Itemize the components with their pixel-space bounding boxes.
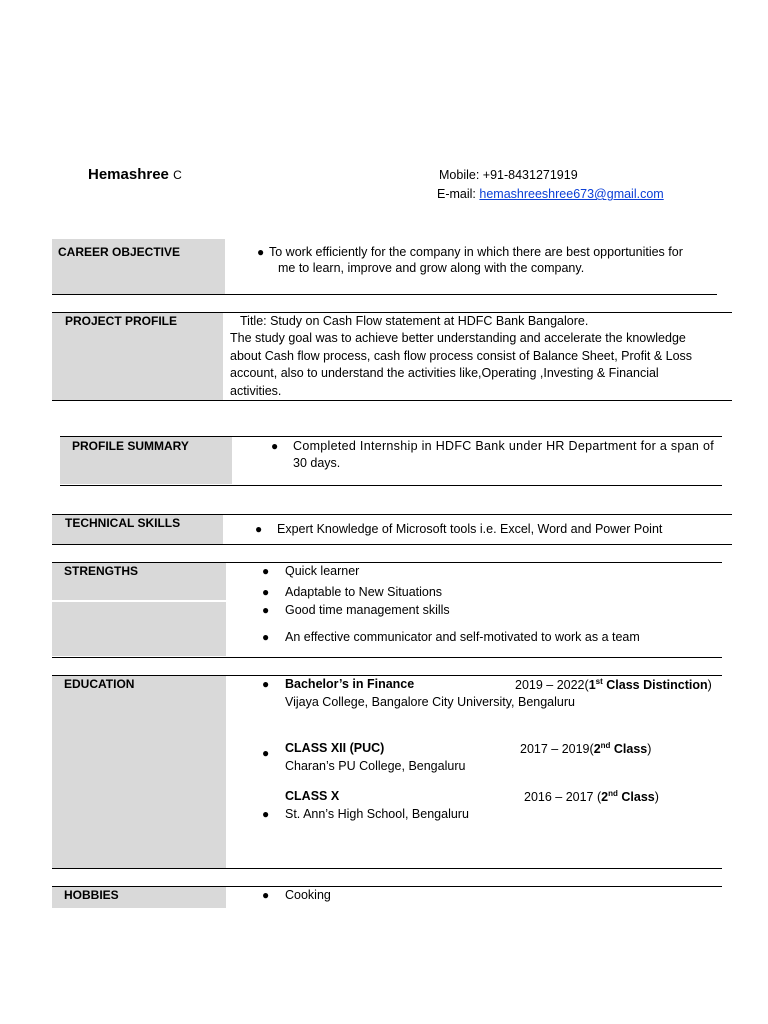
career-objective-text-1: To work efficiently for the company in which there are best opportunities for [269,245,683,259]
hobbies-heading: HOBBIES [64,888,119,902]
education-school: Charan’s PU College, Bengaluru [285,759,466,773]
email-label: E-mail: [437,187,476,201]
grade-text: Class [610,742,648,757]
grade-text: Class Distinction [602,678,708,693]
close-paren: ) [647,742,652,757]
divider [52,400,732,401]
years-range: 2016 – 2017 ( [524,790,602,805]
grade-suffix: nd [600,741,611,750]
education-degree: Bachelor’s in Finance [285,677,415,691]
name-initial: C [173,168,182,182]
mobile-number: Mobile: +91-8431271919 [439,168,578,182]
technical-skill-item: Expert Knowledge of Microsoft tools i.e. Excel, Word and Power Point [277,522,663,536]
education-school: St. Ann’s High School, Bengaluru [285,807,469,821]
grade-suffix: nd [608,789,618,798]
divider [52,657,722,658]
bullet: ● [262,564,270,578]
years-range: 2017 – 2019( [520,742,594,757]
email-line [437,187,664,201]
bullet: ● [262,677,270,691]
hobby-item: Cooking [285,888,331,902]
project-profile-heading: PROJECT PROFILE [65,314,178,328]
strengths-heading: STRENGTHS [64,564,139,578]
project-text-1: The study goal was to achieve better understanding and accelerate the knowledge [230,331,686,345]
years-range: 2019 – 2022( [515,678,589,693]
project-text-4: activities. [230,384,282,398]
education-years [515,677,712,692]
bullet: ● [262,746,270,760]
bullet: ● [262,807,270,821]
project-title: Title: Study on Cash Flow statement at HDFC Bank Bangalore. [240,314,589,328]
strength-item: Good time management skills [285,603,450,617]
bullet: ● [262,603,270,617]
close-paren: ) [707,678,712,693]
bullet: ● [271,439,279,453]
strength-item: An effective communicator and self-motivated to work as a team [285,630,640,644]
divider [60,485,722,486]
grade-suffix: st [595,677,603,686]
career-objective-text-2: me to learn, improve and grow along with the company. [278,261,585,275]
strength-item: Quick learner [285,564,360,578]
strengths-label-cell-lower [52,602,226,656]
project-text-2: about Cash flow process, cash flow process consist of Balance Sheet, Profit & Loss [230,349,693,363]
first-name: Hemashree [88,166,169,183]
divider [52,868,722,869]
profile-summary-heading: PROFILE SUMMARY [72,439,189,453]
education-degree: CLASS XII (PUC) [285,741,385,755]
education-years [524,789,659,804]
education-degree: CLASS X [285,789,340,803]
divider [52,294,717,295]
divider [52,544,732,545]
bullet: ● [262,585,270,599]
bullet: ● [257,245,265,259]
bullet: ● [255,522,263,536]
grade-ordinal: 2 [593,742,601,757]
strength-item: Adaptable to New Situations [285,585,443,599]
grade-text: Class [617,790,655,805]
profile-summary-text-2: 30 days. [293,456,341,470]
grade-ordinal: 2 [601,790,609,805]
project-text-3: account, also to understand the activities like,Operating ,Investing & Financial [230,366,659,380]
education-school: Vijaya College, Bangalore City University, Bengaluru [285,695,575,709]
career-objective-heading: CAREER OBJECTIVE [58,245,181,259]
education-label-cell [52,676,226,868]
bullet: ● [262,888,270,902]
grade-ordinal: 1 [588,678,596,693]
profile-summary-text-1: Completed Internship in HDFC Bank under HR Department for a span of [293,439,714,453]
email-link[interactable]: hemashreeshree673@gmail.com [479,187,664,201]
technical-skills-heading: TECHNICAL SKILLS [65,516,181,530]
education-years [520,741,651,756]
bullet: ● [262,630,270,644]
education-heading: EDUCATION [64,677,135,691]
candidate-name [88,166,182,183]
close-paren: ) [654,790,659,805]
